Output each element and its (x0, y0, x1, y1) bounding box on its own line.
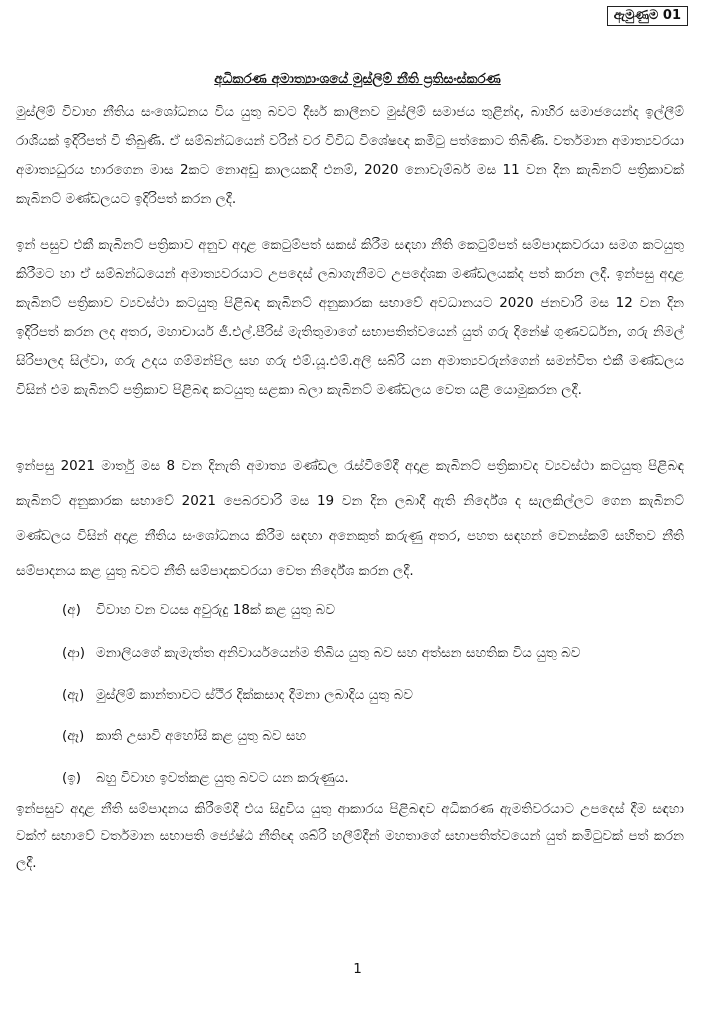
list-item (62, 686, 692, 704)
list-item-text: විවාහ වන වයස අවුරුදු 18ක් කළ යුතු බව (96, 602, 336, 618)
list-item (62, 727, 692, 745)
paragraph-4: ඉන්පසුව අදාළ නීති සම්පාදනය කිරීමේදී එය සිදුවිය යුතු ආකාරය පිළිබඳව අධිකරණ ඇමතිවරයාට උපදෙස් දීම සඳහා වක්ෆ් සභාවේ වර්තමාන සභාපති ජ්‍යේෂ්ඨ නීතිඥ ශබ්රි හලීම්දීන් මහතාගේ සභාපතිත්වයෙන් යුත් කමිටුවක් පත් කරන ලදී. (16, 801, 684, 871)
paragraph-1: මුස්ලිම් විවාහ නීතිය සංශෝධනය විය යුතු බවට දීර්ඝ කාලීනව මුස්ලිම් සමාජය තුළින්ද, බාහිර සමාජයෙන්ද ඉල්ලීම් රාශියක් ඉදිරිපත් වී තිබුණි. ඒ සම්බන්ධයෙන් වරින් වර විවිධ විශේෂඥ කමිටු පත්කොට තිබිණි. වර්තමාන අමාත්‍යවරයා අමාත්‍යධුරය භාරගෙන මාස 2කට නොඅඩු කාලයකදී එනම්, 2020 නොවැම්බර් මස 11 වන දින කැබිනට් පත්‍රිකාවක් කැබිනට් මණ්ඩලයට ඉදිරිපත් කරන ලදී. (16, 104, 684, 207)
list-item-marker: (අ) (62, 602, 81, 618)
list-item-marker: (ආ) (62, 645, 85, 661)
annex-label: ඇමුණුම 01 (607, 6, 688, 26)
list-item-marker: (ඇ) (62, 687, 85, 703)
list-item-text: මුස්ලිම් කාන්තාවට ස්ථිර දික්කසාද දීමනා ලබාදිය යුතු බව (96, 687, 413, 703)
list-item-text: කාති උසාවි අහෝසි කළ යුතු බව සහ (96, 728, 307, 744)
paragraph-2: ඉන් පසුව එකී කැබිනට් පත්‍රිකාව අනුව අදාළ කෙටුම්පත් සකස් කිරීම සඳහා නීති කෙටුම්පත් සම්පාදකවරයා සමග කටයුතු කිරීමට හා ඒ සම්බන්ධයෙන් අමාත්‍යවරයාට උපදෙස් ලබාගැනීමට උපදේශක මණ්ඩලයක්ද පත් කරන ලදී. ඉන්පසු අදාළ කැබිනට් පත්‍රිකාව ව්‍යවස්ථා කටයුතු පිළිබඳ කැබිනට් අනුකාරක සභාවේ අවධානයට 2020 ජනවාරි මස 12 වන දින ඉදිරිපත් කරන ලද අතර, මහාචාර්ය ජී.එල්.පීරිස් මැතිතුමාගේ සභාපතිත්වයෙන් යුත් ගරු දිනේෂ් ගුණවර්ධන, ගරු නිමල් සිරිපාලද සිල්වා, ගරු උදය ගම්මන්පිල සහ ගරු එම්.යූ.එම්.අලි සබ්රි යන අමාත්‍යවරුන්ගෙන් සමන්විත එකී මණ්ඩලය විසින් එම කැබිනට් පත්‍රිකාව පිළිබඳ කටයුතු සළකා බලා කැබිනට් මණ්ඩලය වෙත යළි යොමුකරන ලදී. (16, 237, 684, 398)
list-item (62, 601, 692, 619)
list-item-text: බහු විවාහ ඉවත්කළ යුතු බවට යන කරුණුය. (96, 770, 349, 786)
page-number: 1 (353, 961, 362, 977)
document-title: අධිකරණ අමාත්‍යාංශයේ මුස්ලිම් නීති ප්‍රතිසංස්කරණ (214, 71, 501, 87)
list-item-marker: (ඉ) (62, 770, 81, 786)
list-item-text: මනාලියගේ කැමැත්ත අනිවාර්යයෙන්ම තිබිය යුතු බව සහ අත්සන සහතික විය යුතු බව (96, 645, 581, 661)
list-item-marker: (ඈ) (62, 728, 85, 744)
paragraph-3: ඉන්පසු 2021 මාර්තු මස 8 වන දිනැති අමාත්‍ය මණ්ඩල රැස්වීමේදී අදාළ කැබිනට් පත්‍රිකාවද ව්‍යවස්ථා කටයුතු පිළිබඳ කැබිනට් අනුකාරක සභාවේ 2021 පෙබරවාරි මස 19 වන දින ලබාදී ඇති නිර්දේශ ද සැලකිල්ලට ගෙන කැබිනට් මණ්ඩලය විසින් අදාළ නීතිය සංශෝධනය කිරීම සඳහා අනෙකුත් කරුණු අතර, පහත සඳහන් වෙනස්කම් සහිතව නීති සම්පාදනය කළ යුතු බවට නීති සම්පාදකවරයා වෙත නිර්දේශ කරන ලදී. (16, 458, 684, 579)
list-item (62, 769, 692, 787)
list-item (62, 644, 692, 662)
